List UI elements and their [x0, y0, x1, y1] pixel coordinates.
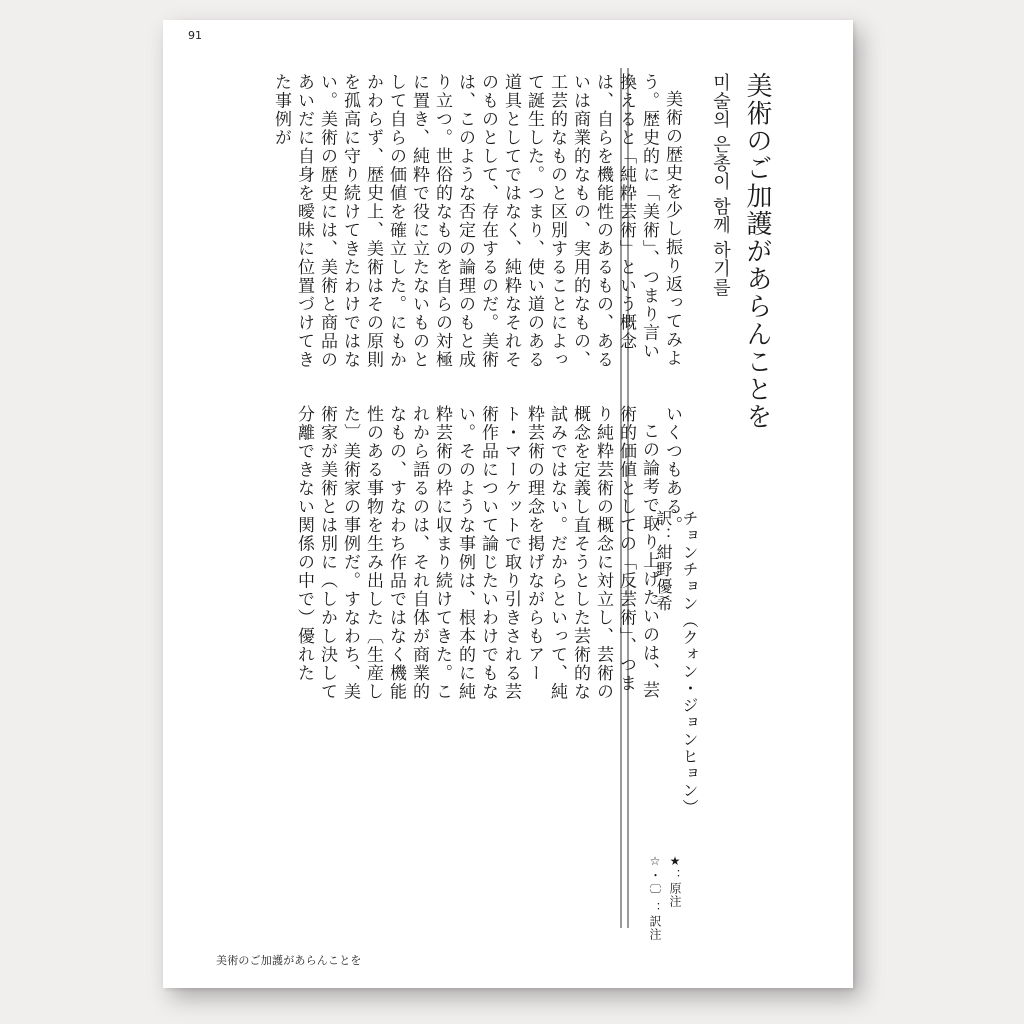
body-paragraph: いくつもある。 — [662, 405, 682, 535]
body-paragraph: 美術の歴史を少し振り返ってみよう。歴史的に「美術」、つまり言い換えると「純粋芸術」という概念は、自らを機能性のあるもの、あるいは商業的なもの、実用的なもの、工芸的なものと区別することによって誕生した。つまり、使い道のある道具としてではなく、純粋なそれそのものとして、存在するのだ。美術は、このような否定の論理のもと成り立つ。世俗的なものを自らの対極に置き、純粋で役に立たないものとして自らの価値を確立した。にもかかわらず、歴史上、美術はその原則を孤高に守り続けてきたわけではない。美術の歴史には、美術と商品のあいだに自身を曖昧に位置づけてきた事例が — [271, 73, 682, 369]
body-paragraph: この論考で取り上げたいのは、芸術的価値としての「反芸術」、つまり純粋芸術の概念に対立し、芸術の概念を定義し直そうとした芸術的な試みではない。だからといって、純粋芸術の理念を掲げながらもアート・マーケットで取り引きされる芸術作品について論じたいわけでもない。そのような事例は、根本的に純粋芸術の枠に収まり続けてきた。これから語るのは、それ自体が商業的なもの、すなわち作品ではなく機能性のある事物を生み出した〔生産した〕美術家の事例だ。すなわち、美術家が美術とは別に（しかし決して分離できない関係の中で）優れた — [294, 405, 659, 701]
star-filled-icon: ★ — [668, 854, 682, 869]
body-text-block-upper — [269, 73, 683, 373]
body-text-block-lower — [292, 405, 683, 705]
star-outline-icon: ☆・〔〕 — [648, 854, 662, 902]
running-footer: 美術のご加護があらんことを — [216, 954, 362, 967]
note-legend-original — [668, 854, 682, 908]
note-legend-translator — [648, 854, 662, 941]
article-title: 美術のご加護があらんことを — [742, 72, 772, 431]
author-name: チョンチョン（クォン・ジョンヒョン） — [680, 510, 699, 816]
document-page — [163, 20, 853, 988]
article-subtitle-korean: 미술의 은총이 함께 하기를 — [710, 73, 731, 297]
note-label: ：原注 — [668, 869, 682, 908]
page-number: 91 — [188, 29, 202, 42]
translator-credit: 訳：紺野優希 — [654, 510, 673, 612]
note-label: ：訳注 — [648, 902, 662, 941]
